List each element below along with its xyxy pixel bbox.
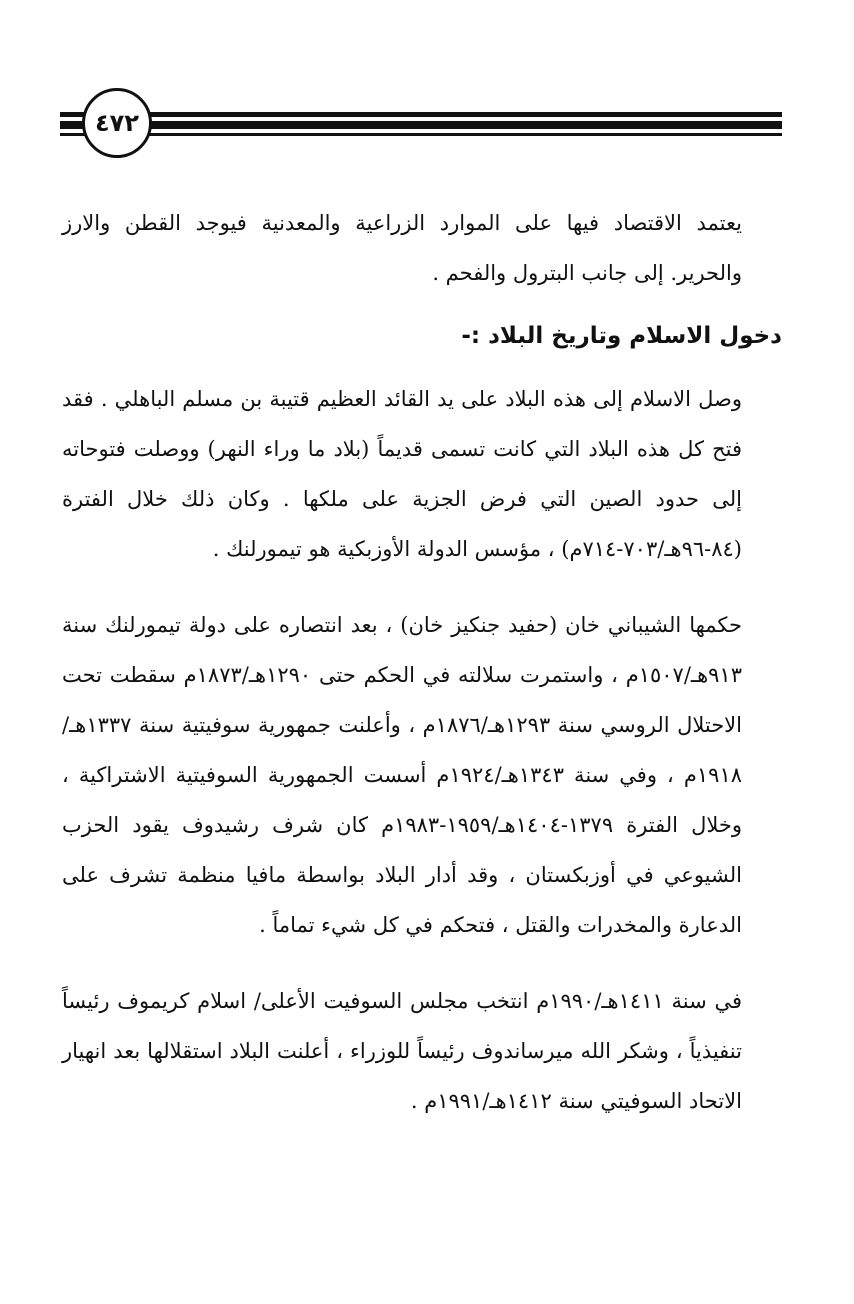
paragraph-3: في سنة ١٤١١هـ/١٩٩٠م انتخب مجلس السوفيت الأعلى/ اسلام كريموف رئيساً تنفيذياً ، وشكر الله ميرساندوف رئيساً للوزراء ، أعلنت البلاد استقلالها بعد انهيار الاتحاد السوفيتي سنة ١٤١٢هـ/١٩٩١م . xyxy=(62,989,742,1113)
section-heading: دخول الاسلام وتاريخ البلاد :- xyxy=(461,323,782,349)
paragraph-spacer xyxy=(62,950,782,976)
page-number: ٤٧٢ xyxy=(82,88,152,158)
paragraph-2: حكمها الشيباني خان (حفيد جنكيز خان) ، بعد انتصاره على دولة تيمورلنك سنة ٩١٣هـ/١٥٠٧م ، واستمرت سلالته في الحكم حتى ١٢٩٠هـ/١٨٧٣م سقطت تحت الاحتلال الروسي سنة ١٢٩٣هـ/١٨٧٦م ، وأعلنت جمهورية سوفيتية سنة ١٣٣٧هـ/١٩١٨م ، وفي سنة ١٣٤٣هـ/١٩٢٤م أسست الجمهورية السوفيتية الاشتراكية ، وخلال الفترة ١٣٧٩-١٤٠٤هـ/١٩٥٩-١٩٨٣م كان شرف رشيدوف يقود الحزب الشيوعي في أوزبكستان ، وقد أدار البلاد بواسطة مافيا منظمة تشرف على الدعارة والمخدرات والقتل ، فتحكم في كل شيء تماماً . xyxy=(62,613,743,937)
page-header xyxy=(60,88,782,168)
paragraph-spacer xyxy=(62,574,782,600)
header-rule-top xyxy=(140,112,782,117)
header-rule-middle xyxy=(140,121,782,129)
page-body xyxy=(62,198,782,1126)
intro-paragraph: يعتمد الاقتصاد فيها على الموارد الزراعية والمعدنية فيوجد القطن والارز والحرير. إلى جانب البترول والفحم . xyxy=(62,211,742,285)
header-rule-bottom xyxy=(140,133,782,136)
paragraph-1: وصل الاسلام إلى هذه البلاد على يد القائد العظيم قتيبة بن مسلم الباهلي . فقد فتح كل هذه البلاد التي كانت تسمى قديماً (بلاد ما وراء النهر) ووصلت فتوحاته إلى حدود الصين التي فرض الجزية على ملكها . وكان ذلك خلال الفترة (٨٤-٩٦هـ/٧٠٣-٧١٤م) ، مؤسس الدولة الأوزبكية هو تيمورلنك . xyxy=(62,387,742,561)
